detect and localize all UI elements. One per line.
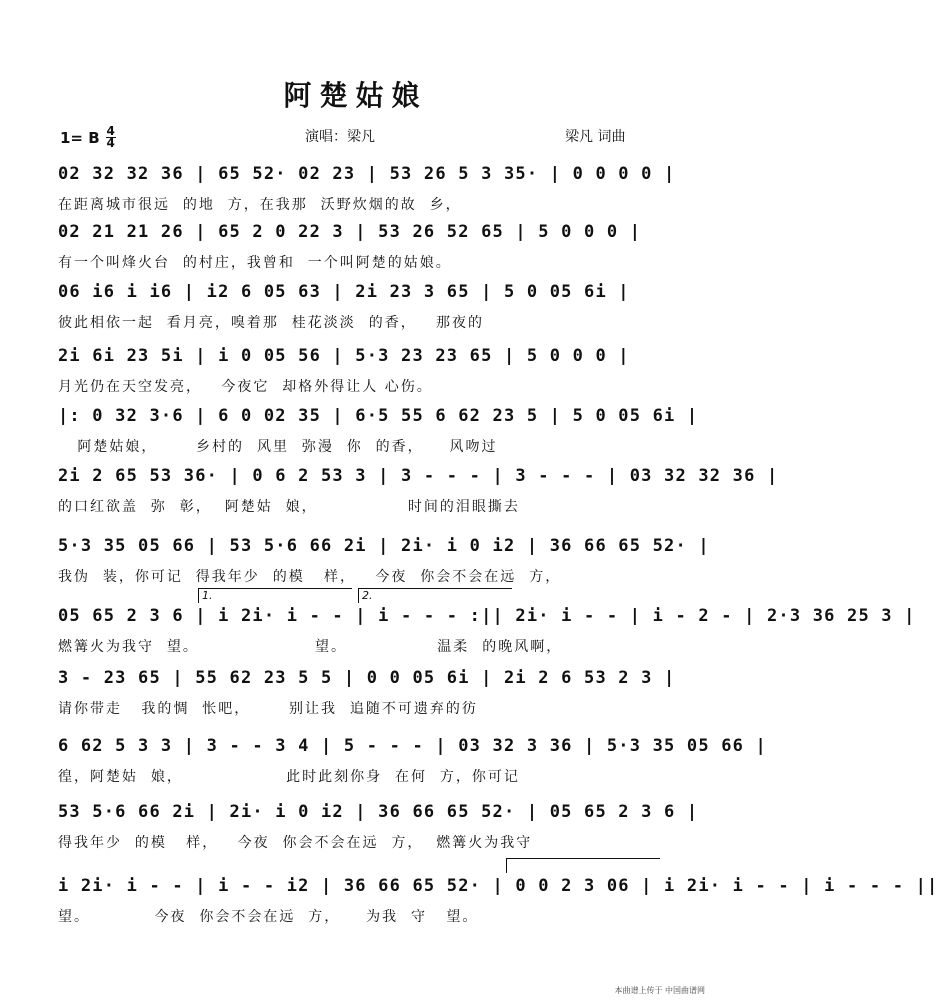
volta-first-ending: 1. <box>198 588 352 603</box>
notes-line-9: 3 - 23 65 | 55 62 23 5 5 | 0 0 05 6i | 2i 2 6 53 2 3 | <box>58 668 676 688</box>
footer-watermark: 本曲谱上传于 中国曲谱网 <box>614 986 705 995</box>
time-signature-top: 4 <box>106 124 115 138</box>
lyrics-line-9: 请你带走 我的惆 怅吧， 别让我 追随不可遗弃的彷 <box>58 701 478 717</box>
key-signature <box>60 126 116 149</box>
singer-credit: 演唱：梁凡 <box>305 129 375 145</box>
notes-line-5: |: 0 32 3·6 | 6 0 02 35 | 6·5 55 6 62 23 5 | 5 0 05 6i | <box>58 406 699 426</box>
notes-line-2: 02 21 21 26 | 65 2 0 22 3 | 53 26 52 65 | 5 0 0 0 | <box>58 222 642 242</box>
lyrics-line-12: 望。 今夜 你会不会在远 方， 为我 守 望。 <box>58 909 479 925</box>
notes-line-10: 6 62 5 3 3 | 3 - - 3 4 | 5 - - - | 03 32 3 36 | 5·3 35 05 66 | <box>58 736 767 756</box>
notes-line-1: 02 32 32 36 | 65 52· 02 23 | 53 26 5 3 35· | 0 0 0 0 | <box>58 164 676 184</box>
notes-line-8: 05 65 2 3 6 | i 2i· i - - | i - - - :|| 2i· i - - | i - 2 - | 2·3 36 25 3 | <box>58 606 916 626</box>
notes-line-3: 06 i6 i i6 | i2 6 05 63 | 2i 23 3 65 | 5 0 05 6i | <box>58 282 630 302</box>
lyrics-line-2: 有一个叫烽火台 的村庄，我曾和 一个叫阿楚的姑娘。 <box>58 255 452 271</box>
time-signature-bottom: 4 <box>106 136 115 150</box>
lyrics-line-7: 我伪 装，你可记 得我年少 的模 样， 今夜 你会不会在远 方， <box>58 569 562 585</box>
volta-second-ending: 2. <box>358 588 512 603</box>
lyrics-line-6: 的口红欲盖 弥 彰， 阿楚姑 娘， 时间的泪眼撕去 <box>58 499 520 515</box>
notes-line-11: 53 5·6 66 2i | 2i· i 0 i2 | 36 66 65 52· | 05 65 2 3 6 | <box>58 802 699 822</box>
lyrics-line-10: 徨，阿楚姑 娘， 此时此刻你身 在何 方，你可记 <box>58 769 520 785</box>
notes-line-12: i 2i· i - - | i - - i2 | 36 66 65 52· | 0 0 2 3 06 | i 2i· i - - | i - - - || <box>58 876 938 896</box>
composer-credit: 梁凡 词曲 <box>565 129 626 145</box>
volta-final <box>506 858 660 873</box>
notes-line-4: 2i 6i 23 5i | i 0 05 56 | 5·3 23 23 65 | 5 0 0 0 | <box>58 346 630 366</box>
lyrics-line-11: 得我年少 的模 样， 今夜 你会不会在远 方， 燃篝火为我守 <box>58 835 533 851</box>
lyrics-line-5: 阿楚姑娘， 乡村的 风里 弥漫 你 的香， 风吻过 <box>58 439 498 455</box>
lyrics-line-1: 在距离城市很远 的地 方，在我那 沃野炊烟的故 乡， <box>58 197 462 213</box>
key-label: 1= B <box>60 128 100 147</box>
notes-line-6: 2i 2 65 53 36· | 0 6 2 53 3 | 3 - - - | 3 - - - | 03 32 32 36 | <box>58 466 779 486</box>
notes-line-7: 5·3 35 05 66 | 53 5·6 66 2i | 2i· i 0 i2 | 36 66 65 52· | <box>58 536 710 556</box>
lyrics-line-3: 彼此相依一起 看月亮，嗅着那 桂花淡淡 的香， 那夜的 <box>58 315 485 331</box>
lyrics-line-4: 月光仍在天空发亮， 今夜它 却格外得让人 心伤。 <box>58 379 433 395</box>
lyrics-line-8: 燃篝火为我守 望。 望。 温柔 的晚风啊， <box>58 639 563 655</box>
page-title: 阿楚姑娘 <box>283 79 428 112</box>
time-signature <box>106 126 116 149</box>
